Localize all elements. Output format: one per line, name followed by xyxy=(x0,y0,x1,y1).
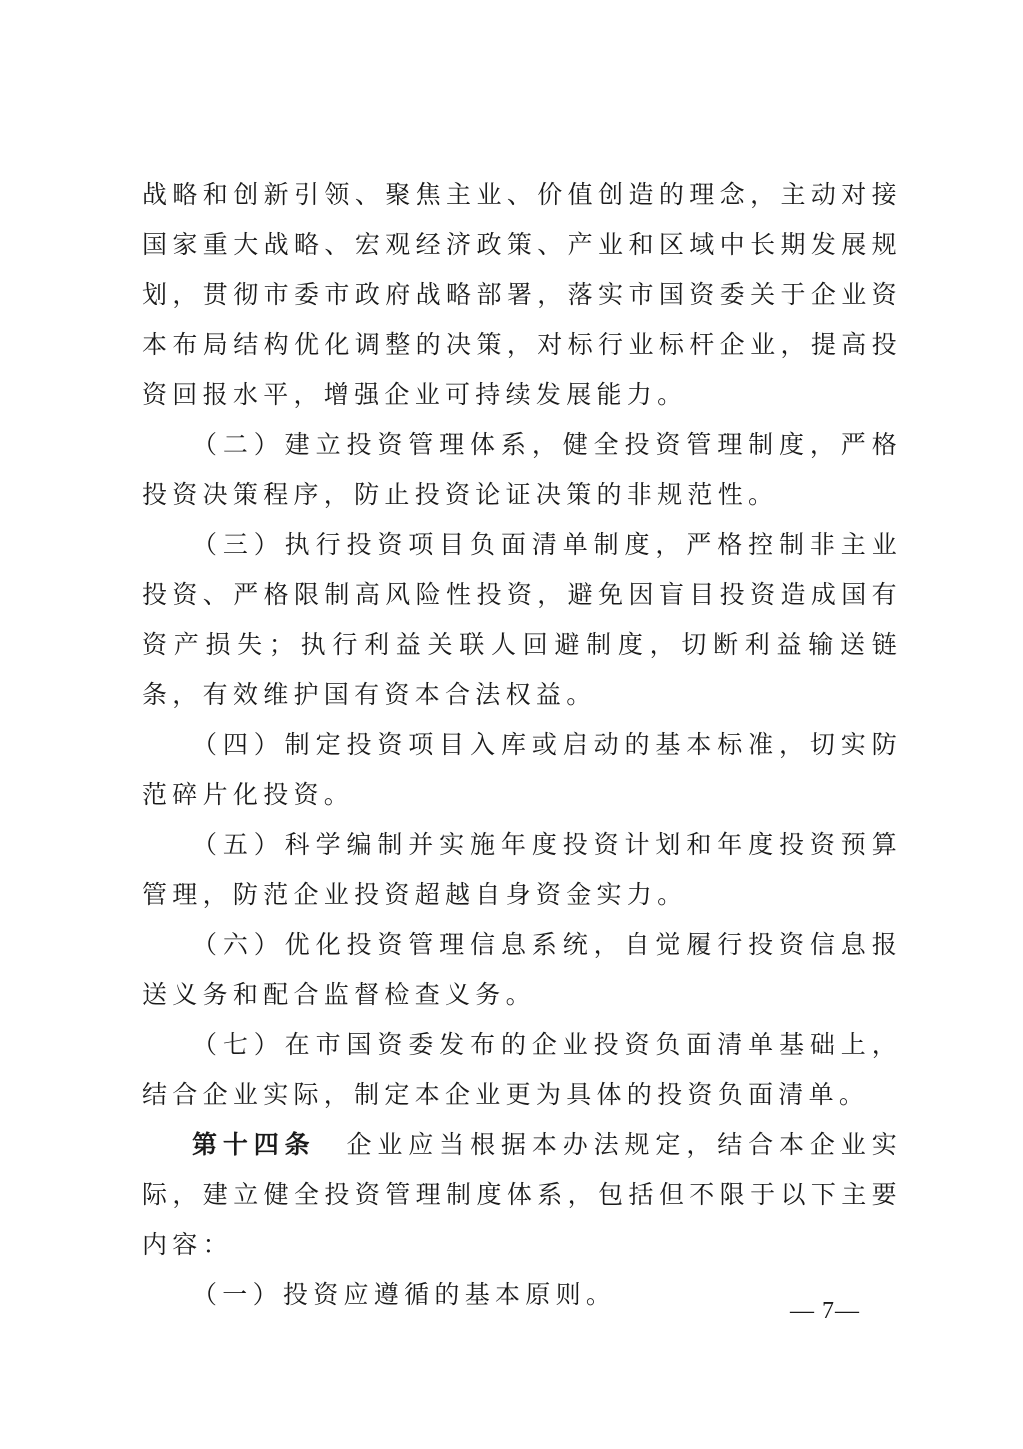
paragraph-item-6: （六）优化投资管理信息系统，自觉履行投资信息报送义务和配合监督检查义务。 xyxy=(142,930,902,1009)
paragraph-item-3: （三）执行投资项目负面清单制度，严格控制非主业投资、严格限制高风险性投资，避免因盲目投资造成国有资产损失；执行利益关联人回避制度，切断利益输送链条，有效维护国有资本合法权益。 xyxy=(142,530,902,709)
page-number: — 7— xyxy=(790,1298,860,1324)
article-heading: 第十四条 xyxy=(192,1130,316,1159)
article-body: 企业应当根据本办法规定，结合本企业实际，建立健全投资管理制度体系，包括但不限于以下主要内容： xyxy=(142,1130,902,1259)
paragraph-item-1: （一）投资应遵循的基本原则。 xyxy=(192,1280,617,1309)
paragraph-continuation: 战略和创新引领、聚焦主业、价值创造的理念，主动对接国家重大战略、宏观经济政策、产业和区域中长期发展规划，贯彻市委市政府战略部署，落实市国资委关于企业资本布局结构优化调整的决策，对标行业标杆企业，提高投资回报水平，增强企业可持续发展能力。 xyxy=(142,180,902,409)
paragraph-item-7: （七）在市国资委发布的企业投资负面清单基础上，结合企业实际，制定本企业更为具体的投资负面清单。 xyxy=(142,1030,902,1109)
paragraph-item-4: （四）制定投资项目入库或启动的基本标准，切实防范碎片化投资。 xyxy=(142,730,902,809)
paragraph-article-14 xyxy=(142,1120,902,1270)
document-body xyxy=(142,170,902,1320)
paragraph-item-2: （二）建立投资管理体系，健全投资管理制度，严格投资决策程序，防止投资论证决策的非规范性。 xyxy=(142,430,902,509)
article-spacer xyxy=(316,1130,346,1159)
paragraph-item-5: （五）科学编制并实施年度投资计划和年度投资预算管理，防范企业投资超越自身资金实力。 xyxy=(142,830,902,909)
